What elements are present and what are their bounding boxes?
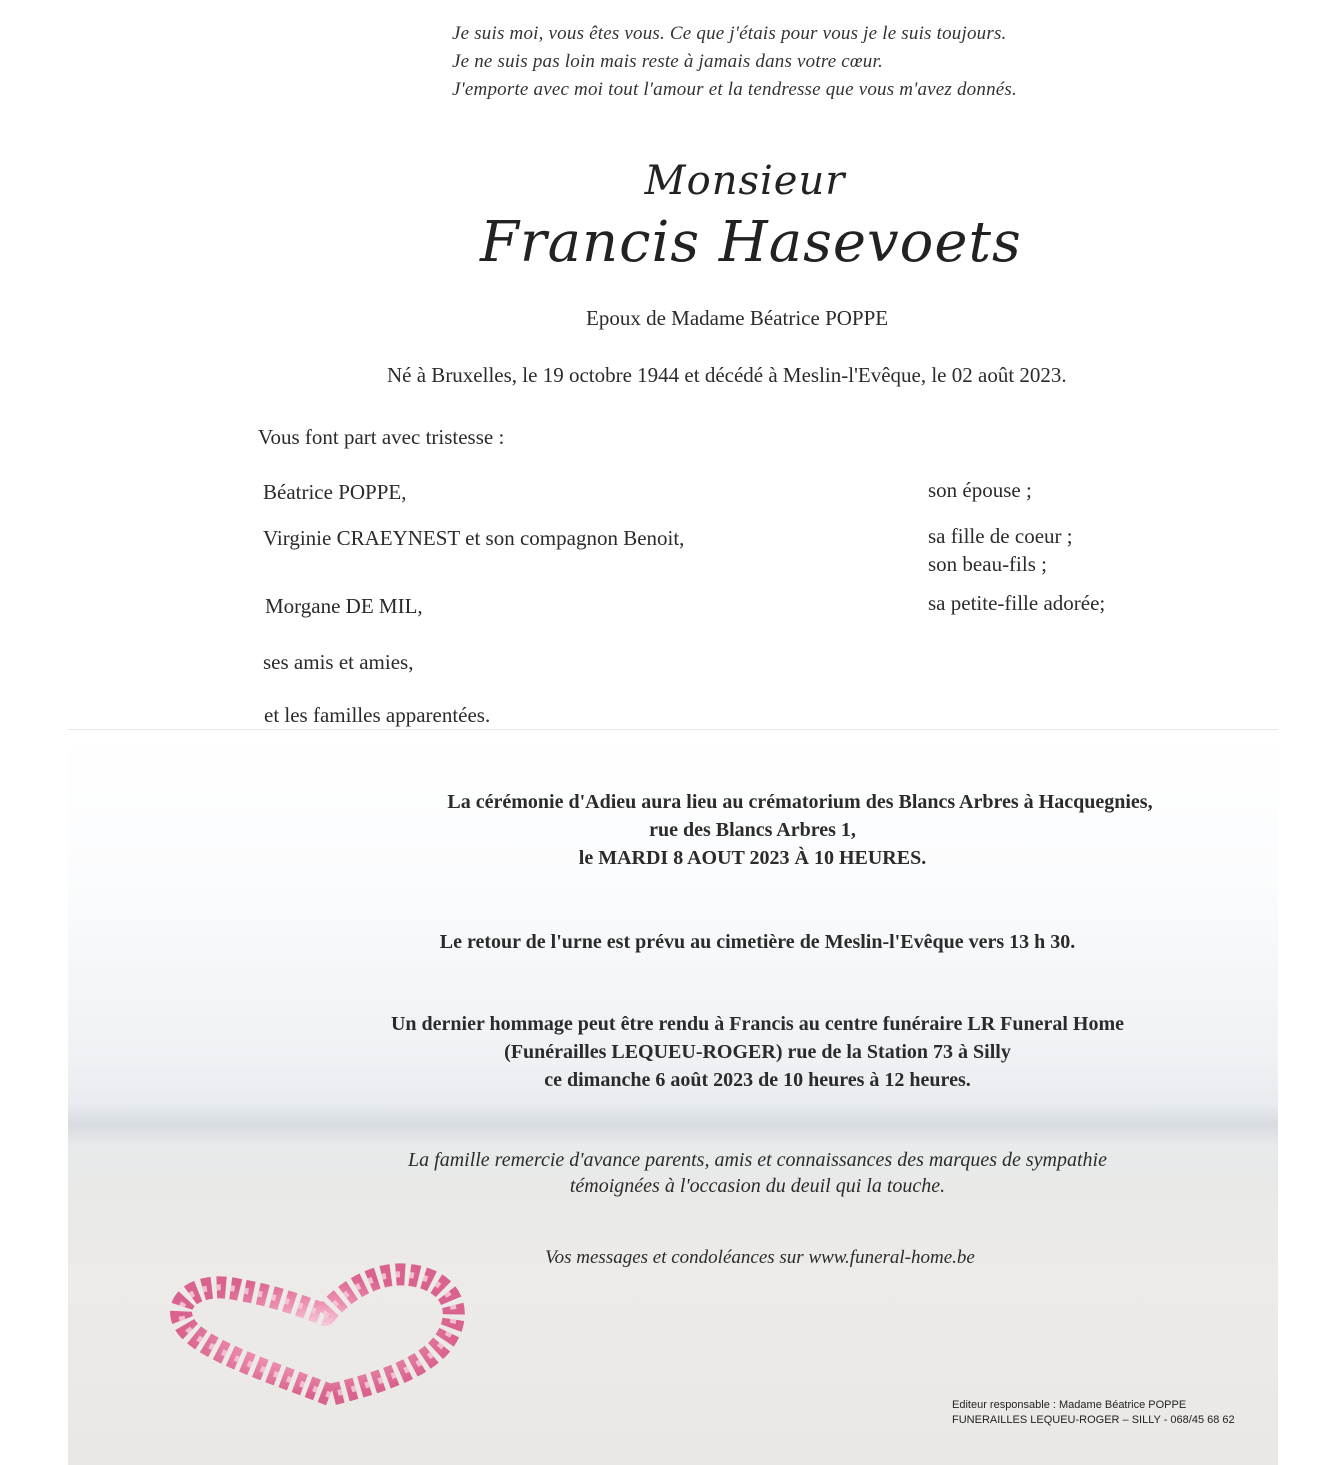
fold-line xyxy=(68,729,1278,730)
flower-heart-icon xyxy=(160,1255,480,1405)
shoreline xyxy=(68,1105,1278,1145)
family-member-name: Virginie CRAEYNEST et son compagnon Benoit, xyxy=(263,526,685,550)
birth-death-line: Né à Bruxelles, le 19 octobre 1944 et décédé à Meslin-l'Evêque, le 02 août 2023. xyxy=(387,363,1067,387)
ceremony-line: le MARDI 8 AOUT 2023 À 10 HEURES. xyxy=(578,847,927,869)
family-relatives: et les familles apparentées. xyxy=(264,703,491,727)
spouse-line: Epoux de Madame Béatrice POPPE xyxy=(586,306,889,330)
thanks-line: témoignées à l'occasion du deuil qui la touche. xyxy=(569,1175,946,1197)
family-member-relation: son beau-fils ; xyxy=(928,552,1047,576)
ceremony-block xyxy=(400,788,1200,872)
family-member-name: Béatrice POPPE, xyxy=(263,480,407,504)
announce-line: Vous font part avec tristesse : xyxy=(258,425,505,449)
family-member-relation: sa fille de coeur ; xyxy=(928,524,1073,548)
poem-line: J'emporte avec moi tout l'amour et la tendresse que vous m'avez donnés. xyxy=(452,79,1017,100)
tribute-line: Un dernier hommage peut être rendu à Francis au centre funéraire LR Funeral Home xyxy=(390,1013,1125,1035)
family-member-relation: sa petite-fille adorée; xyxy=(928,591,1106,615)
poem-line: Je ne suis pas loin mais reste à jamais dans votre cœur. xyxy=(452,51,883,72)
family-member-name: Morgane DE MIL, xyxy=(265,594,423,618)
deceased-name: Francis Hasevoets xyxy=(480,210,1022,275)
urn-line: Le retour de l'urne est prévu au cimetière de Meslin-l'Evêque vers 13 h 30. xyxy=(439,931,1076,953)
thanks-line: La famille remercie d'avance parents, amis et connaissances des marques de sympathie xyxy=(408,1149,1107,1171)
family-member-relation: son épouse ; xyxy=(928,478,1032,502)
editor-line: Editeur responsable : Madame Béatrice POPPE xyxy=(952,1399,1187,1411)
messages-line: Vos messages et condoléances sur www.funeral-home.be xyxy=(545,1247,975,1268)
tribute-line: (Funérailles LEQUEU-ROGER) rue de la Station 73 à Silly xyxy=(504,1041,1011,1063)
title-monsieur: Monsieur xyxy=(644,158,846,204)
ceremony-line: rue des Blancs Arbres 1, xyxy=(649,819,856,841)
poem-line: Je suis moi, vous êtes vous. Ce que j'étais pour vous je le suis toujours. xyxy=(452,23,1007,44)
tribute-block xyxy=(340,1010,1175,1094)
editor-credit xyxy=(952,1398,1235,1428)
thanks-block xyxy=(340,1147,1175,1199)
tribute-line: ce dimanche 6 août 2023 de 10 heures à 12 heures. xyxy=(544,1069,971,1091)
editor-line: FUNERAILLES LEQUEU-ROGER – SILLY - 068/45 68 62 xyxy=(952,1414,1235,1426)
ceremony-line: La cérémonie d'Adieu aura lieu au crématorium des Blancs Arbres à Hacquegnies, xyxy=(447,791,1153,813)
family-friends: ses amis et amies, xyxy=(263,650,414,674)
poem xyxy=(452,20,1017,104)
